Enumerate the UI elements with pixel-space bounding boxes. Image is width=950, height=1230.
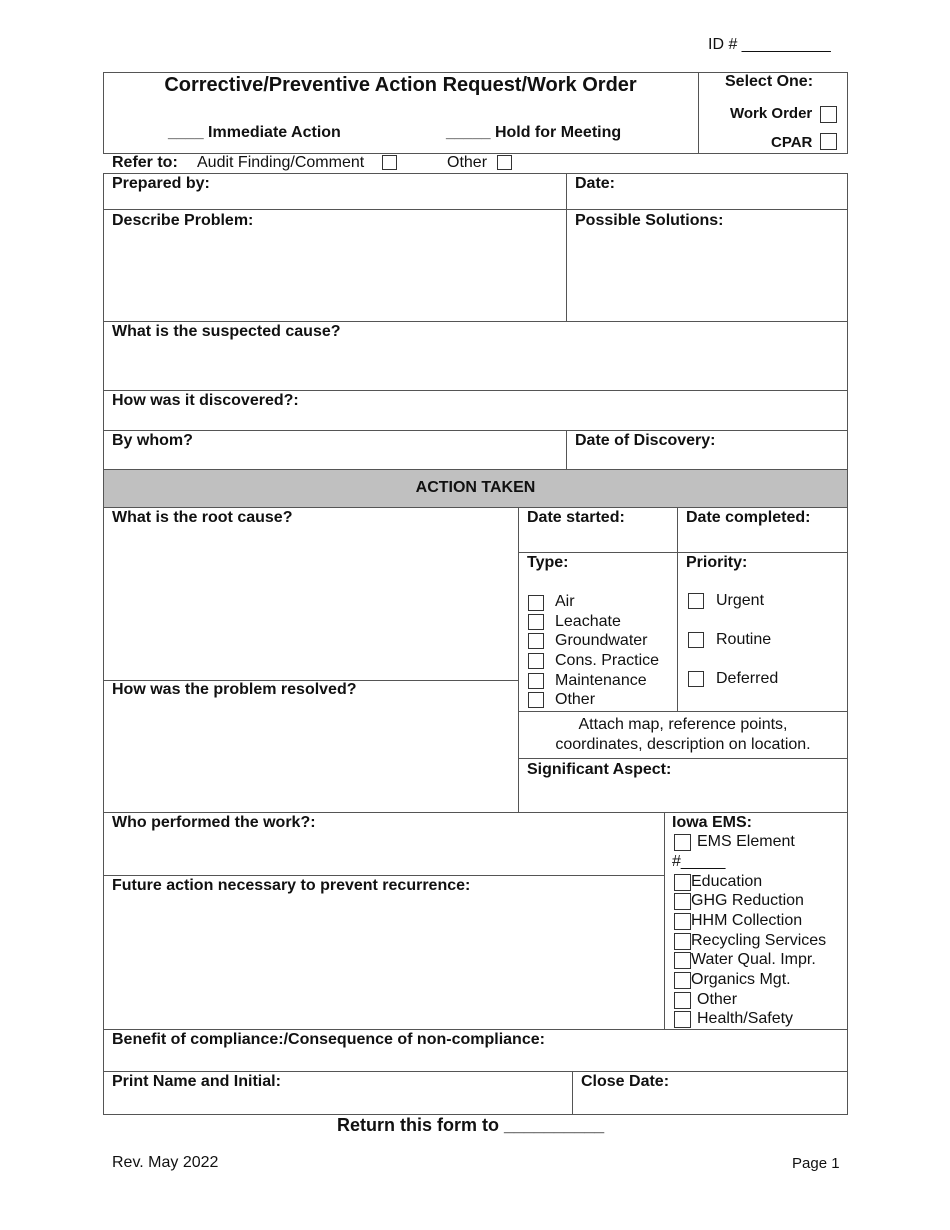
possible-solutions-field[interactable]: Possible Solutions: (575, 212, 724, 229)
significant-aspect-field[interactable]: Significant Aspect: (527, 761, 672, 778)
type-label: Type: (527, 554, 569, 571)
ems-health-safety-checkbox[interactable] (674, 1011, 691, 1028)
priority-deferred-label: Deferred (716, 670, 779, 687)
type-other-label: Other (555, 691, 596, 708)
benefit-field[interactable]: Benefit of compliance:/Consequence of non-compliance: (112, 1031, 545, 1048)
who-performed-field[interactable]: Who performed the work?: (112, 814, 316, 831)
describe-problem-field[interactable]: Describe Problem: (112, 212, 254, 229)
immediate-action-field[interactable]: ____ Immediate Action (168, 124, 341, 141)
refer-to-label: Refer to: (112, 154, 178, 171)
date-of-discovery-field[interactable]: Date of Discovery: (575, 432, 716, 449)
ems-education-checkbox[interactable] (674, 874, 691, 891)
cpar-checkbox[interactable] (820, 133, 837, 150)
root-cause-field[interactable]: What is the root cause? (112, 509, 293, 526)
hold-for-meeting-field[interactable]: _____ Hold for Meeting (446, 124, 622, 141)
type-air-checkbox[interactable] (528, 595, 544, 611)
type-cons-practice-label: Cons. Practice (555, 652, 660, 669)
cpar-label: CPAR (771, 134, 813, 151)
type-maintenance-checkbox[interactable] (528, 673, 544, 689)
audit-finding-checkbox[interactable] (382, 155, 397, 170)
refer-other-checkbox[interactable] (497, 155, 512, 170)
select-one-label: Select One: (725, 73, 814, 90)
type-leachate-checkbox[interactable] (528, 614, 544, 630)
ems-recycling-checkbox[interactable] (674, 933, 691, 950)
ems-organics-checkbox[interactable] (674, 972, 691, 989)
ems-other-label: Other (697, 991, 738, 1008)
how-discovered-field[interactable]: How was it discovered?: (112, 392, 299, 409)
priority-urgent-label: Urgent (716, 592, 765, 609)
priority-urgent-checkbox[interactable] (688, 593, 704, 609)
suspected-cause-field[interactable]: What is the suspected cause? (112, 323, 341, 340)
priority-routine-checkbox[interactable] (688, 632, 704, 648)
work-order-checkbox[interactable] (820, 106, 837, 123)
date-completed-field[interactable]: Date completed: (686, 509, 811, 526)
date-field[interactable]: Date: (575, 175, 616, 192)
ems-hhm-checkbox[interactable] (674, 913, 691, 930)
ems-organics-label: Organics Mgt. (691, 971, 791, 988)
type-groundwater-label: Groundwater (555, 632, 648, 649)
ems-recycling-label: Recycling Services (691, 932, 827, 949)
work-order-label: Work Order (730, 105, 813, 122)
type-leachate-label: Leachate (555, 613, 621, 630)
type-other-checkbox[interactable] (528, 692, 544, 708)
date-started-field[interactable]: Date started: (527, 509, 625, 526)
revision-label: Rev. May 2022 (112, 1154, 219, 1171)
return-form-to[interactable]: Return this form to __________ (337, 1115, 605, 1135)
ems-other-checkbox[interactable] (674, 992, 691, 1009)
iowa-ems-label: Iowa EMS: (672, 814, 753, 831)
prepared-by-field[interactable]: Prepared by: (112, 175, 210, 192)
by-whom-field[interactable]: By whom? (112, 432, 193, 449)
priority-label: Priority: (686, 554, 748, 571)
how-resolved-field[interactable]: How was the problem resolved? (112, 681, 357, 698)
id-field[interactable]: ID # __________ (708, 36, 831, 53)
type-maintenance-label: Maintenance (555, 672, 647, 689)
audit-finding-label: Audit Finding/Comment (197, 154, 365, 171)
ems-health-safety-label: Health/Safety (697, 1010, 794, 1027)
action-taken-heading: ACTION TAKEN (415, 479, 536, 496)
ems-water-label: Water Qual. Impr. (691, 951, 816, 968)
page-number: Page 1 (792, 1155, 840, 1172)
priority-routine-label: Routine (716, 631, 772, 648)
ems-water-checkbox[interactable] (674, 952, 691, 969)
type-groundwater-checkbox[interactable] (528, 633, 544, 649)
type-cons-practice-checkbox[interactable] (528, 653, 544, 669)
priority-deferred-checkbox[interactable] (688, 671, 704, 687)
ems-element-label: EMS Element (697, 833, 795, 850)
ems-education-label: Education (691, 873, 763, 890)
type-air-label: Air (555, 593, 575, 610)
ems-number-field[interactable]: #_____ (672, 853, 726, 870)
ems-ghg-label: GHG Reduction (691, 892, 804, 909)
refer-other-label: Other (447, 154, 488, 171)
attach-note-line1: Attach map, reference points, (578, 716, 788, 733)
print-name-field[interactable]: Print Name and Initial: (112, 1073, 281, 1090)
form-title: Corrective/Preventive Action Request/Work Order (164, 74, 637, 96)
ems-ghg-checkbox[interactable] (674, 893, 691, 910)
ems-hhm-label: HHM Collection (691, 912, 803, 929)
future-action-field[interactable]: Future action necessary to prevent recurrence: (112, 877, 471, 894)
attach-note-line2: coordinates, description on location. (555, 736, 811, 753)
ems-element-checkbox[interactable] (674, 834, 691, 851)
close-date-field[interactable]: Close Date: (581, 1073, 670, 1090)
